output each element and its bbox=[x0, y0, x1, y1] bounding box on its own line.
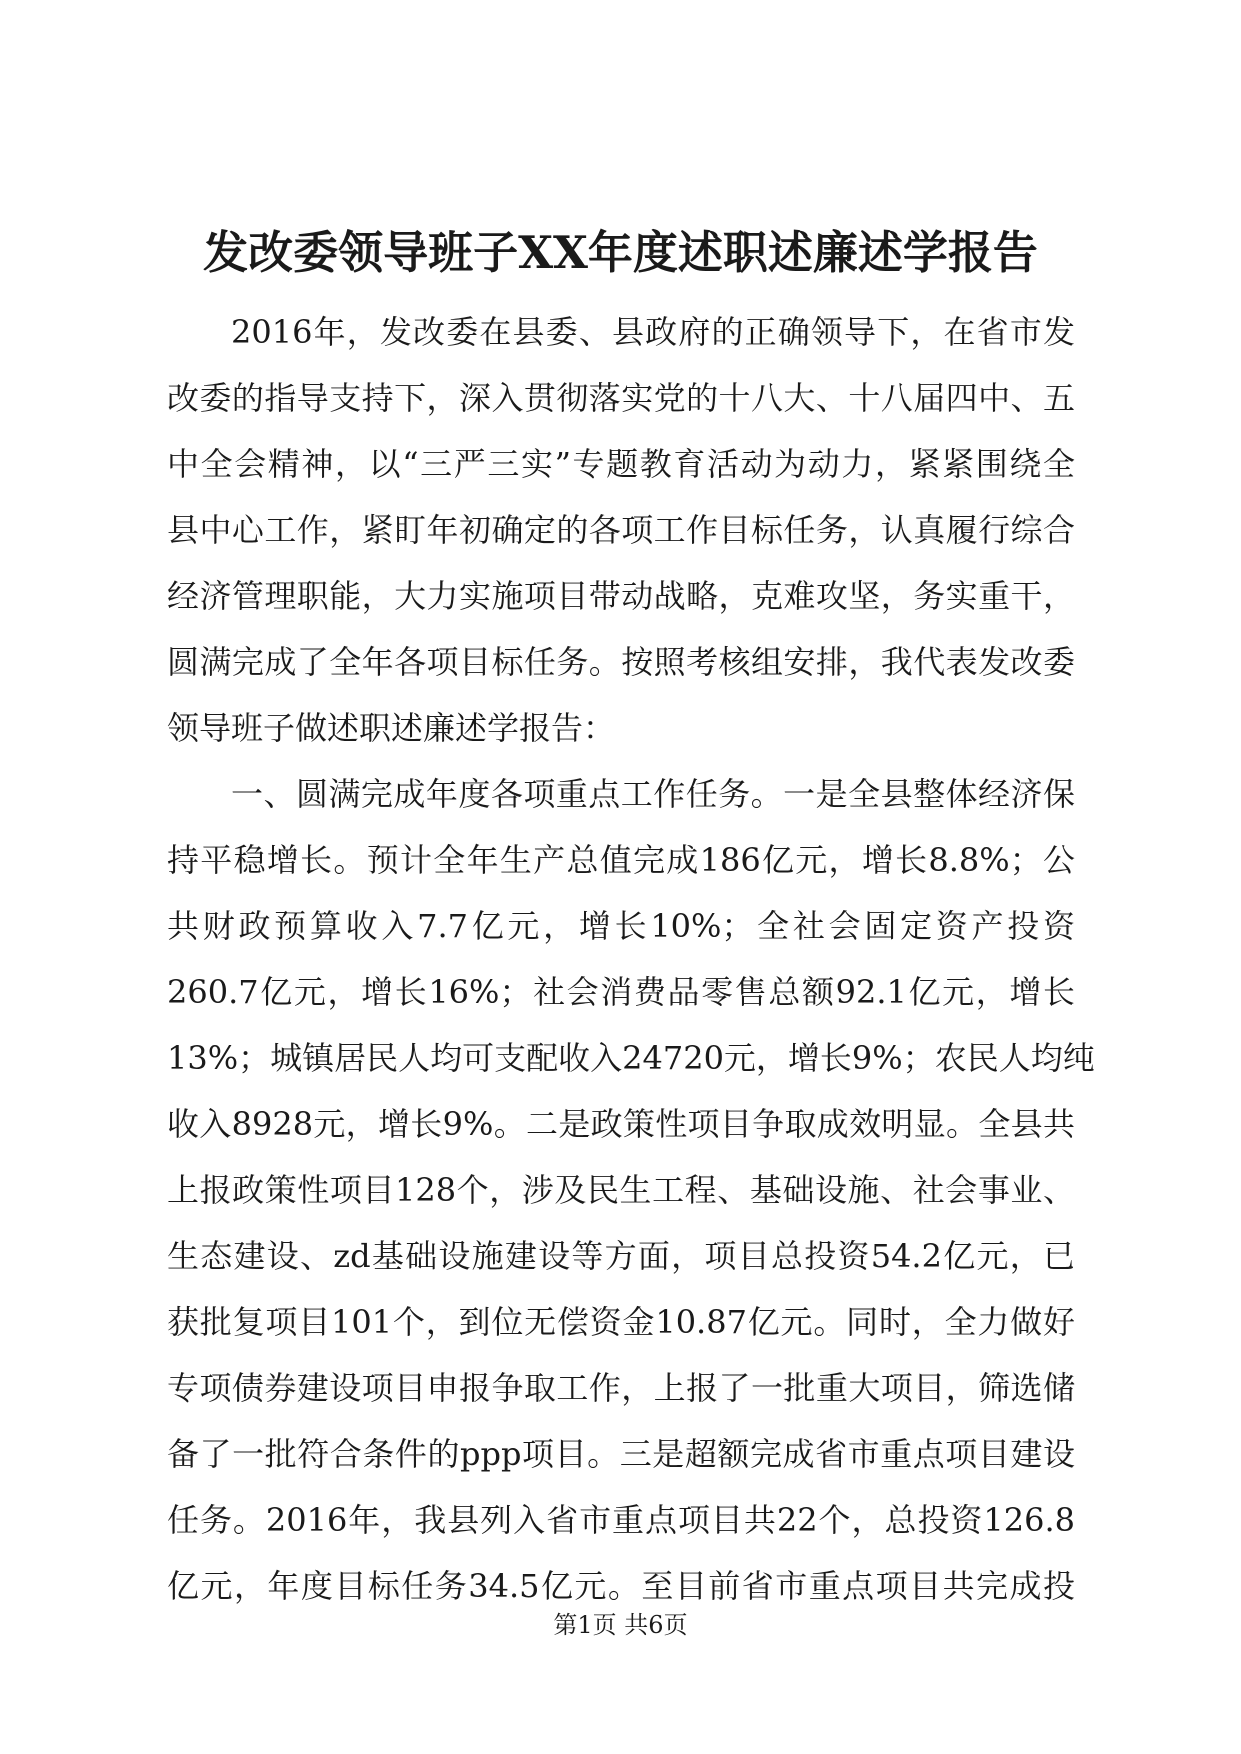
body-line: 领导班子做述职述廉述学报告： bbox=[167, 709, 616, 747]
body-line: 13%；城镇居民人均可支配收入24720元，增长9%；农民人均纯 bbox=[167, 1039, 1095, 1077]
body-line: 持平稳增长。预计全年生产总值完成186亿元，增长8.8%；公 bbox=[167, 841, 1075, 879]
body-line: 经济管理职能，大力实施项目带动战略，克难攻坚，务实重干， bbox=[167, 577, 1075, 615]
body-line: 改委的指导支持下，深入贯彻落实党的十八大、十八届四中、五 bbox=[167, 379, 1075, 417]
document-title: 发改委领导班子XX年度述职述廉述学报告 bbox=[203, 226, 1038, 279]
body-line: 任务。2016年，我县列入省市重点项目共22个，总投资126.8 bbox=[167, 1501, 1075, 1539]
body-line: 上报政策性项目128个，涉及民生工程、基础设施、社会事业、 bbox=[167, 1171, 1075, 1209]
body-line: 生态建设、zd基础设施建设等方面，项目总投资54.2亿元，已 bbox=[167, 1237, 1075, 1275]
body-line: 亿元，年度目标任务34.5亿元。至目前省市重点项目共完成投 bbox=[167, 1567, 1075, 1605]
body-line: 圆满完成了全年各项目标任务。按照考核组安排，我代表发改委 bbox=[167, 643, 1075, 681]
page-indicator: 第1页 共6页 bbox=[553, 1611, 688, 1639]
body-line: 收入8928元，增长9%。二是政策性项目争取成效明显。全县共 bbox=[167, 1105, 1075, 1143]
body-line: 县中心工作，紧盯年初确定的各项工作目标任务，认真履行综合 bbox=[167, 511, 1075, 549]
body-line: 共财政预算收入7.7亿元，增长10%；全社会固定资产投资 bbox=[167, 907, 1075, 945]
body-line: 专项债券建设项目申报争取工作，上报了一批重大项目，筛选储 bbox=[167, 1369, 1075, 1407]
body-line: 一、圆满完成年度各项重点工作任务。一是全县整体经济保 bbox=[231, 775, 1075, 813]
body-line: 备了一批符合条件的ppp项目。三是超额完成省市重点项目建设 bbox=[167, 1435, 1075, 1473]
body-line: 2016年，发改委在县委、县政府的正确领导下，在省市发 bbox=[231, 313, 1075, 351]
body-line: 获批复项目101个，到位无偿资金10.87亿元。同时，全力做好 bbox=[167, 1303, 1075, 1341]
body-line: 中全会精神，以“三严三实”专题教育活动为动力，紧紧围绕全 bbox=[167, 445, 1075, 483]
body-line: 260.7亿元，增长16%；社会消费品零售总额92.1亿元，增长 bbox=[167, 973, 1075, 1011]
